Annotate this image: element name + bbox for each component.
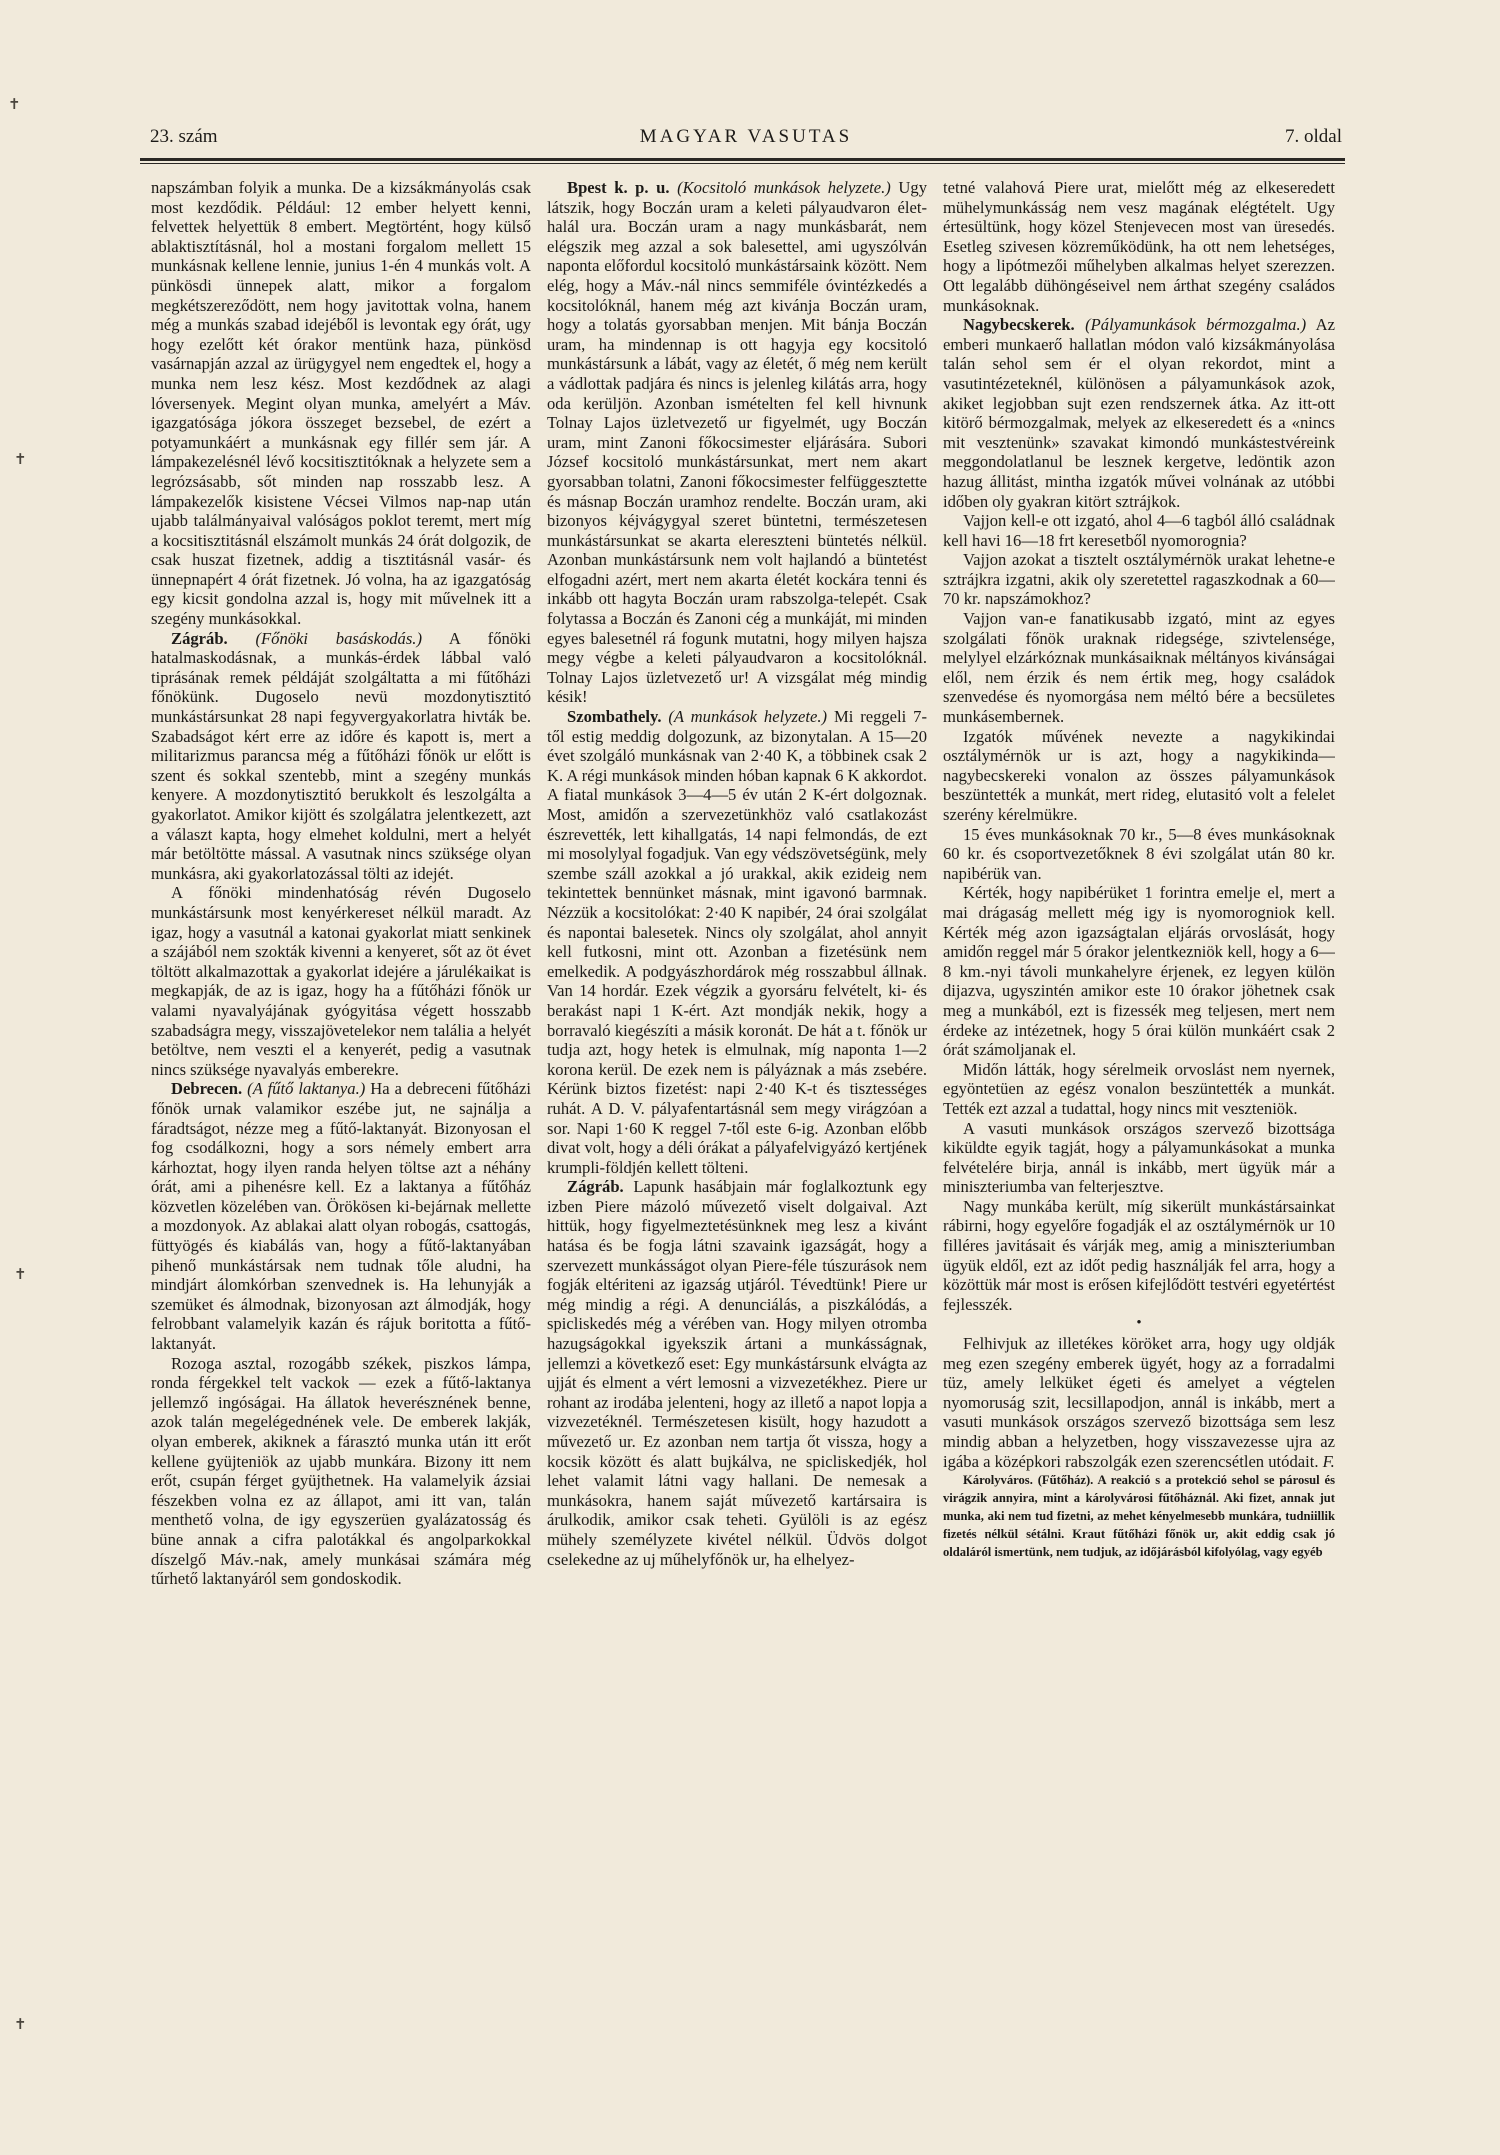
page-header	[150, 126, 1342, 152]
article-text: Lapunk hasábjain már foglalkoztunk egy izben Piere mázoló művezető viselt dolgaival. Azt hittük, hogy figyelmeztetésünknek meg lesz a kivánt hatása és be fogja látni szavaink igazságát, hogy a szervezett munkásságot olyan Piere-féle túszurások nem fogják eltériteni az igazság utjáról. Tévedtünk! Piere ur még mindig a régi. A denunciálás, a piszkálódás, a spicliskedés még a vérében van. Hogy milyen otromba hazugságokkal igyekszik ártani a munkásságnak, jellemzi a következő eset: Egy munkástársunk elvágta az ujját és elment a vért lemosni a vizvezetékhez. Piere ur rohant az irodába jelenteni, hogy az illető a napot lopja a vizvezetéknél. Természetesen kisült, hogy hazudott a művezető ur. Ez azonban nem tartja őt vissza, hogy a kocsik között és alatt bujkálva, ne spicliskedjék, hol lehet valamit látni vagy hallani. De nemesak a munkásokra, hanem saját művezető kartársaira is árulkodik, amikor csak teheti. Gyülöli is az egész mühely személyzete kivétel nélkül. Üdvös dolgot cselekedne az uj műhelyfőnök ur, ha elhelyez-	[547, 1177, 927, 1569]
article-debrecen	[151, 1079, 531, 1353]
article-paragraph: tetné valahová Piere urat, mielőtt még az elkeseredett mühelymunkásság nem vesz magának elégtételt. Ugy értesültünk, hogy közel Stenjevecen most van üresedés. Esetleg szivesen közreműködünk, ha ott nem lehetséges, hogy a lipótmezői műhelyben alkalmas helyet szerezzen. Ott legalább dühöngéseivel nem árthat szegény családos munkásoknak.	[943, 178, 1335, 315]
dateline: Zágráb.	[171, 628, 228, 648]
article-text: Ha a debreceni fűtőházi főnök urnak valamikor eszébe jut, ne sajnálja a fáradtságot, nézze meg a fűtő-laktanyát. Bizonyosan el fog csodálkozni, hogy a sors némely embert arra kárhoztat, hogy ilyen randa helyen töltse azt a néhány órát, ami a pihenésre kell. Ez a laktanya a fűtőház közvetlen közelében van. Örökösen ki-bejárnak mellette a mozdonyok. Az ablakai alatt olyan robogás, csattogás, füttyögés és kiabálás van, hogy a fűtő-laktanyában pihenő munkástársak nem tudnak tőle aludni, ha mindjárt álomkórban szenvednek is. Ha lehunyják a szemüket és álmodnak, bizonyosan azt álmodják, hogy felrobbant valamelyik kazán és rájuk boritotta a fűtő-laktanyát.	[151, 1079, 531, 1354]
article-subtitle: (Pályamunkások bérmozgalma.)	[1085, 315, 1307, 335]
dateline: Nagybecskerek.	[963, 315, 1075, 335]
margin-mark: ✝	[8, 95, 21, 113]
article-paragraph: Vajjon kell-e ott izgató, ahol 4—6 tagból álló családnak kell havi 16—18 frt keresetből nyomorognia?	[943, 511, 1335, 550]
article-paragraph: napszámban folyik a munka. De a kizsákmányolás csak most kezdődik. Például: 12 ember helyett kenni, felvettek helyettük 8 embert. Megtörtént, hogy külső ablaktisztításnál, hol a mostani forgalom mellett 15 munkásnak kellene lennie, junius 1-én 4 munkás volt. A pünkösdi ünnepek alatt, mikor a forgalom megkétszereződött, nem hogy javitottak volna, hanem még a munkás szabad idejéből is levontak egy órát, ugy hogy ezelőtt két órakor mentünk haza, pünkösd vasárnapján azzal az ürügygyel nem engedtek el, hogy a munka nem lesz kész. Most kezdődnek az alagi lóversenyek. Megint olyan munka, amelyért a Máv. igazgatósága jókora összeget bezsebel, de ezért a potyamunkáért a munkásnak egy fillér sem jár. A lámpakezelésnél lévő kocsitisztitóknak a helyzete sem a legrózsásabb, sőt minden nap rosszabb lesz. A lámpakezelők kisistene Vécsei Vilmos nap-nap után ujabb találmányaival valóságos poklot teremt, mert míg a kocsitisztitásnál elszámolt munkás 24 órát dolgozik, de csak huszat fizetnek, addig a tisztitásnál vasár- és ünnepnapért 4 órát fizetnek. Jó volna, ha az igazgatóság egy kicsit gondolna azzal is, hogy mit művelnek itt a szegény munkásokkal.	[151, 178, 531, 629]
short-note: Károlyváros. (Fűtőház). A reakció s a protekció sehol se párosul és virágzik annyira, mint a károlyvárosi fűtőháznál. Aki fizet, annak jut munka, aki nem tud fizetni, az mehet kényelmesebb munkára, tudniillik fizetés nélkül sétálni. Kraut fűtőházi főnök ur, akit eddig csak jó oldaláról ismertünk, nem tudjuk, az időjárásból kifolyólag, vagy egyéb	[943, 1473, 1335, 1560]
dateline: Bpest k. p. u.	[567, 178, 670, 197]
article-paragraph: Nagy munkába került, míg sikerült munkástársainkat rábirni, hogy egyelőre fogadják el az osztálymérnök ur 10 filléres javitásait és várják meg, amig a miniszteriumban ügyük eldől, ezt az időt pedig használják fel arra, hogy a közöttük már most is erősen kifejlődött testvéri egyetértést fejlesszék.	[943, 1196, 1335, 1314]
article-paragraph: 15 éves munkásoknak 70 kr., 5—8 éves munkásoknak 60 kr. és csoportvezetőknek 8 évi szolgálat után 80 kr. napibérük van.	[943, 824, 1335, 883]
margin-mark: ✝	[14, 1265, 27, 1283]
article-paragraph: A főnöki mindenhatóság révén Dugoselo munkástársunk most kenyérkereset nélkül maradt. Az igaz, hogy a vasutnál a katonai gyakorlat miatt senkinek a szájából nem szokták kivenni a kenyeret, sőt az öt évet töltött alkalmazottak a gyakorlat idejére a járulékaikat is megkapják, de az is igaz, hogy ha a fűtőházi főnök ur valami nyavalyájának gyógyitása végett hosszabb szabadságra megy, visszajövetelekor nem talália a helyét betöltve, nem veszti el a kenyerét, pedig a vasutnak nincs szüksége nyavalyás emberekre.	[151, 883, 531, 1079]
article-paragraph: Vajjon van-e fanatikusabb izgató, mint az egyes szolgálati főnök uraknak ridegsége, szivtelensége, melylyel elzárkóznak munkásaiknak méltányos kivánságai elől, nem érzik és nem értik meg, hogy családok szenvedése és nyomorgása nem méltó bére a becsületes munkásembernek.	[943, 609, 1335, 727]
article-subtitle: (Főnöki basáskodás.)	[255, 628, 422, 648]
margin-mark: ✝	[14, 2015, 27, 2033]
section-separator: •	[1136, 1315, 1142, 1332]
article-subtitle: (Kocsitoló munkások helyzete.)	[677, 178, 891, 197]
article-bpest	[547, 178, 927, 707]
issue-number: 23. szám	[150, 126, 218, 147]
article-text: Az emberi munkaerő hallatlan módon való kizsákmányolása talán sehol sem ér el olyan rekordot, mint a vasutintézeteknél, különösen a pályamunkások azok, akiket legjobban sujt ezen rendszernek átka. Az itt-ott kitörő bérmozgalmak, melyek az elkeseredett és a «nincs mit vesztenünk» szavakat kimondó munkástestvéreink meggondolatlanul be lesznek kergetve, ledöntik azon hazug állitást, mintha izgatók művei volnának az utóbbi időben oly gyakran kitört sztrájkok.	[943, 315, 1335, 511]
dateline: Zágráb.	[567, 1177, 624, 1197]
article-paragraph: Midőn látták, hogy sérelmeik orvoslást nem nyernek, egyöntetüen az egész vonalon beszüntették a munkát. Tették ezt azzal a tudattal, hogy nincs mit veszteniök.	[943, 1059, 1335, 1118]
margin-mark: ✝	[14, 450, 27, 468]
article-szombathely	[547, 707, 927, 1177]
article-paragraph	[943, 1334, 1335, 1471]
article-zagrab-2	[547, 1177, 927, 1569]
article-paragraph: Izgatók művének nevezte a nagykikindai osztálymérnök ur is azt, hogy a nagykikinda—nagybecskereki vonalon az összes pályamunkások beszüntették a munkát, mert rideg, elutasitó volt a felelet szerény kérelmükre.	[943, 726, 1335, 824]
column-3	[943, 178, 1335, 2098]
article-subtitle: (A munkások helyzete.)	[668, 707, 828, 727]
header-rule-thin	[140, 163, 1345, 164]
page-number: 7. oldal	[1285, 126, 1342, 147]
column-1	[151, 178, 531, 2098]
article-paragraph: A vasuti munkások országos szervező bizottsága kiküldte egyik tagját, hogy a pályamunkásokat a munka felvételére birja, annál is inkább, mert ügyük már a miniszteriumba van felterjesztve.	[943, 1118, 1335, 1197]
column-2	[547, 178, 927, 2098]
masthead-title: MAGYAR VASUTAS	[639, 126, 853, 147]
dateline: Debrecen.	[171, 1079, 243, 1099]
article-text: Ugy látszik, hogy Boczán uram a keleti pályaudvaron élet-halál ura. Boczán uram a nagy munkásbarát, nem elégszik meg azzal a sok balesettel, ami ugyszólván naponta előfordul kocsitoló munkástársaink között. Nem elég, hogy a Máv.-nál nincs semmiféle óvintézkedés a kocsitolóknál, hanem még azt kivánja Boczán uram, hogy a tolatás gyorsabban menjen. Mit bánja Boczán uram, ha mindennap is ott hagyja egy kocsitoló munkástársunk a lábát, vagy az életét, ő még nem került a vádlottak padjára és nincs is jelenleg kilátás arra, hogy oda kerüljön. Azonban ismételten fel kell hivnunk Tolnay Lajos üzletvezető ur figyelmét, ugy Boczán uram, mint Zanoni főkocsimester eljárására. Subori József kocsitoló munkástársunkat, mert nem akart gyorsabban tolatni, Zanoni főkocsimester felfüggesztette és másnap Boczán uramhoz rendelte. Boczán uram, aki bizonyos kéjvágygyal szeret büntetni, természetesen munkástársunkat se akarta elereszteni büntetés nélkül. Azonban munkástársunk nem volt hajlandó a büntetést elfogadni azért, mert nem akarta életét kockára tenni és inkább ott hagyta Boczán uram rabszolga-telepét. Csak folytassa a Boczán és Zanoni cég a munkáját, mi minden egyes balesetnél rá fogunk mutatni, hogy milyen hajsza megy végbe a keleti pályaudvaron a kocsitolóknál. Tolnay Lajos üzletvezető ur! A vizsgálat még mindig késik!	[547, 178, 927, 707]
article-text: A főnöki hatalmaskodásnak, a munkás-érdek lábbal való tiprásának remek példáját szolgáltatta a mi fűtőházi főnökünk. Dugoselo nevü mozdonytisztitó munkástársunkat 28 napi fegyvergyakorlatra hivták be. Szabadságot kért erre az időre és kapott is, mert a militarizmus parancsa még a fűtőházi főnök ur előtt is szent és sokkal szentebb, mint a szegény munkás kenyere. A mozdonytisztitó berukkolt és leszolgálta a gyakorlatot. Amikor kijött és szolgálatra jelentkezett, azt a választ kapta, hogy elmehet koldulni, mert a helyét már betöltötte mással. A vasutnak nincs szüksége olyan munkásra, aki gyakorlatozással tölti az idejét.	[151, 628, 531, 883]
article-paragraph: Vajjon azokat a tisztelt osztálymérnök urakat lehetne-e sztrájkra izgatni, akik oly szeretettel ragaszkodnak a 60—70 kr. napszámokhoz?	[943, 550, 1335, 609]
article-subtitle: (A fűtő laktanya.)	[247, 1079, 366, 1099]
article-text: Felhivjuk az illetékes köröket arra, hogy ugy oldják meg ezen szegény emberek ügyét, hogy az a forradalmi tüz, amely lelküket égeti és amelyet a végtelen nyomoruság szit, lecsillapodjon, annál is inkább, mert a vasuti munkások országos szervező bizottsága sem lesz mindig abban a helyzetben, hogy visszavezesse ujra az igába a középkori rabszolgák ezen szerencsétlen utódait.	[943, 1334, 1335, 1471]
header-rule	[140, 158, 1345, 161]
author-signature: F.	[1322, 1451, 1335, 1471]
article-text: Mi reggeli 7-től estig meddig dolgozunk, az bizonytalan. A 15—20 évet szolgáló munkásnak van 2·40 K, a többinek csak 2 K. A régi munkások minden hóban kapnak 6 K akkordot. A fiatal munkások 3—4—5 év után 2 K-ért dolgoznak. Most, amidőn a szervezetünkhöz való csatlakozást észrevették, lett kihallgatás, 14 napi felmondás, de ezt mi mosolylyal fogadjuk. Van egy védszövetségünk, mely szembe száll azokkal a jó urakkal, akik ezideig nem tekintettek bennünket másnak, mint igavonó barmnak. Nézzük a kocsitolókat: 2·40 K napibér, 24 órai szolgálat és napontai balesetek. Nincs oly szolgálat, ahol annyit kell futkosni, mint ott. Azonban a fizetésünk nem emelkedik. A podgyászhordárok még rosszabbul állnak. Van 14 hordár. Ezek végzik a gyorsáru felvételt, ki- és berakást napi 1 K-ért. Azt mondják nekik, hogy a borravaló kiegészíti a másik koronát. De hát a t. főnök ur tudja azt, hogy hetek is elmulnak, míg naponta 1—2 korona kerül. De ezek nem is pályáznak a más zsebére. Kérünk biztos fizetést: napi 2·40 K-t és tisztességes ruhát. A D. V. pályafentartásnál sem megy virágzóan a sor. Napi 1·60 K reggel 7-től este 6-ig. Azonban előbb divat volt, hogy a déli órákat a pályafelvigyázó kertjének krumpli-földjén kellett tölteni.	[547, 707, 927, 1177]
article-nagybecskerek	[943, 315, 1335, 511]
article-paragraph: Kérték, hogy napibérüket 1 forintra emelje el, mert a mai drágaság mellett még igy is nyomorogniok kell. Kérték még azon igazságtalan eljárás orvoslását, hogy amidőn reggel már 5 órakor jelentkezniök kell, hogy a 6—8 km.-nyi távoli munkahelyre érjenek, ez legyen külön dijazva, ugyszintén amikor este 10 órakor jöhetnek csak meg a munkából, ezt is fizessék meg teljesen, mert nem érdeke az intézetnek, hogy 5 órai külön munkáért csak 2 órát számoljanak el.	[943, 883, 1335, 1060]
dateline: Szombathely.	[567, 707, 662, 727]
article-zagrab	[151, 629, 531, 884]
article-paragraph: Rozoga asztal, rozogább székek, piszkos lámpa, ronda férgekkel telt vackok — ezek a fűtő-laktanya jellemző ingóságai. Ha állatok heverésznének benne, azok talán megelégednének vele. De emberek lakják, olyan emberek, akiknek a fárasztó munka után itt erőt kellene gyüjteniök az ujabb munkára. Bizony itt nem erőt, csupán férget gyüjthetnek. Ha valamelyik ázsiai fészekben volna ez az állapot, ami itt van, talán menthető volna, de igy egyszerüen gyalázatosság és büne annak a cifra palotákkal és angolparkokkal díszelgő Máv.-nak, amely munkásai számára még tűrhető laktanyáról sem gondoskodik.	[151, 1353, 531, 1589]
